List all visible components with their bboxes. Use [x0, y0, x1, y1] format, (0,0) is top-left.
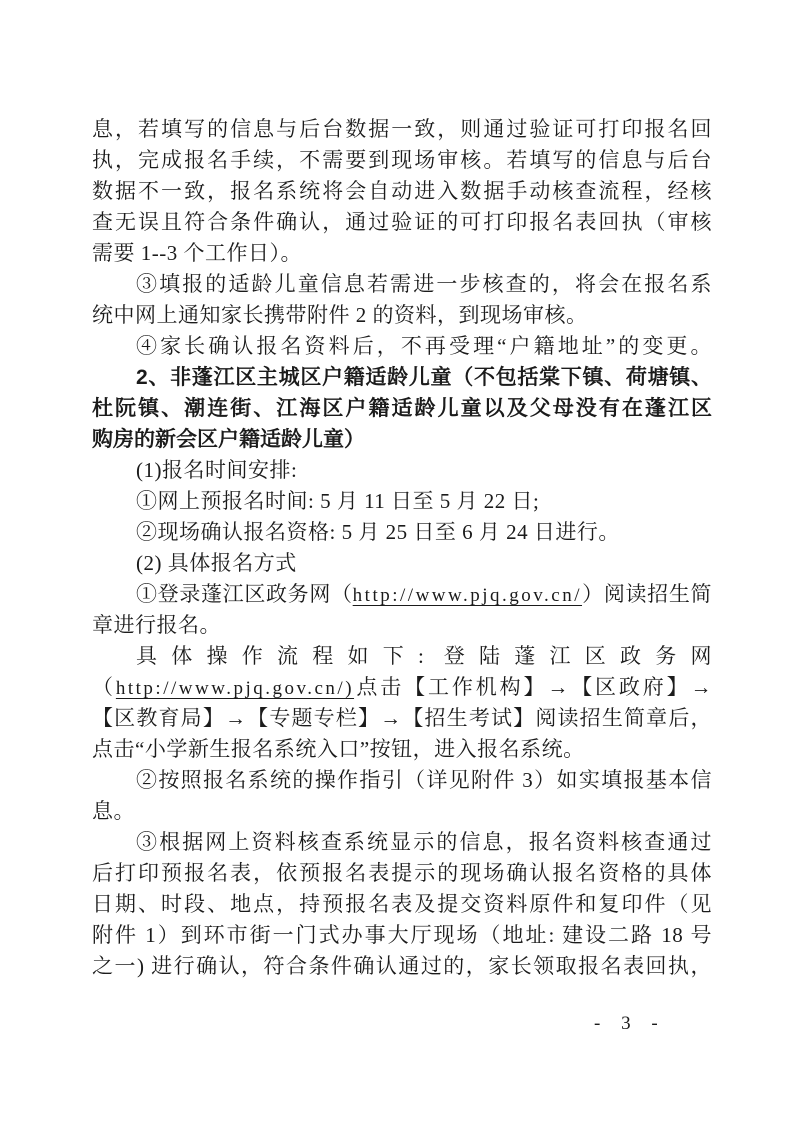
text-run: ③根据网上资料核查系统显示的信息，报名资料核查通过 [136, 830, 712, 854]
paragraph-line [92, 145, 712, 176]
paragraph-line [92, 796, 712, 827]
paragraph-line [92, 393, 712, 424]
text-run: ③填报的适龄儿童信息若需进一步核查的，将会在报名系 [136, 272, 712, 296]
text-run: 点击“小学新生报名系统入口”按钮，进入报名系统。 [92, 737, 585, 761]
paragraph-line [92, 114, 712, 145]
paragraph-line [92, 424, 712, 455]
text-run: ）阅读招生简 [582, 582, 712, 606]
page-number: - 3 - [594, 1013, 666, 1034]
text-run: 点击【工作机构】→【区政府】→ [354, 675, 712, 699]
paragraph-line [92, 579, 712, 610]
paragraph-line [92, 548, 712, 579]
text-run: 章进行报名。 [92, 613, 221, 637]
paragraph-line [92, 610, 712, 641]
text-run: （ [92, 675, 116, 699]
paragraph-line [92, 703, 712, 734]
paragraph-line [92, 517, 712, 548]
text-run: 【区教育局】→【专题专栏】→【招生考试】阅读招生简章后， [92, 706, 712, 730]
paragraph-line [92, 858, 712, 889]
text-run: 购房的新会区户籍适龄儿童） [92, 428, 365, 451]
paragraph-line [92, 920, 712, 951]
text-run: 附件 1）到环市街一门式办事大厅现场（地址: 建设二路 18 号 [92, 923, 712, 947]
text-run: 查无误且符合条件确认，通过验证的可打印报名表回执（审核 [92, 210, 712, 234]
text-run: 息，若填写的信息与后台数据一致，则通过验证可打印报名回 [92, 117, 712, 141]
text-run: ①登录蓬江区政务网（ [136, 582, 353, 606]
paragraph-line [92, 207, 712, 238]
paragraph-line [92, 889, 712, 920]
text-run: 后打印预报名表，依预报名表提示的现场确认报名资格的具体 [92, 861, 712, 885]
paragraph-line [92, 827, 712, 858]
hyperlink-url[interactable]: http://www.pjq.gov.cn/) [115, 678, 355, 699]
paragraph-line [92, 331, 712, 362]
paragraph-line [92, 176, 712, 207]
text-run: ②现场确认报名资格: 5 月 25 日至 6 月 24 日进行。 [136, 520, 620, 544]
paragraph-line [92, 951, 712, 982]
text-run: 执，完成报名手续，不需要到现场审核。若填写的信息与后台 [92, 148, 712, 172]
text-run: 数据不一致，报名系统将会自动进入数据手动核查流程，经核 [92, 179, 712, 203]
text-run: 之一) 进行确认，符合条件确认通过的，家长领取报名表回执， [92, 954, 712, 978]
text-run: 杜阮镇、潮连街、江海区户籍适龄儿童以及父母没有在蓬江区 [92, 397, 712, 420]
text-run: 统中网上通知家长携带附件 2 的资料，到现场审核。 [92, 303, 588, 327]
paragraph-line [92, 300, 712, 331]
paragraph-line [92, 486, 712, 517]
text-run: (1)报名时间安排: [136, 458, 298, 482]
paragraph-line [92, 765, 712, 796]
text-run: 2、非蓬江区主城区户籍适龄儿童（不包括棠下镇、荷塘镇、 [136, 366, 712, 389]
text-run: 息。 [92, 799, 135, 823]
text-run: ④家长确认报名资料后，不再受理“户籍地址”的变更。 [136, 334, 712, 358]
paragraph-line [92, 455, 712, 486]
text-run: ①网上预报名时间: 5 月 11 日至 5 月 22 日; [136, 489, 540, 513]
paragraph-line [92, 269, 712, 300]
document-content [92, 114, 712, 982]
paragraph-line [92, 362, 712, 393]
paragraph-line [92, 641, 712, 672]
hyperlink-url[interactable]: http://www.pjq.gov.cn/ [352, 585, 583, 606]
text-run: (2) 具体报名方式 [136, 551, 297, 575]
paragraph-line [92, 238, 712, 269]
text-run: 需要 1--3 个工作日）。 [92, 241, 302, 265]
text-run: ②按照报名系统的操作指引（详见附件 3）如实填报基本信 [136, 768, 712, 792]
paragraph-line [92, 672, 712, 703]
text-run: 日期、时段、地点，持预报名表及提交资料原件和复印件（见 [92, 892, 712, 916]
paragraph-line [92, 734, 712, 765]
text-run: 具体操作流程如下: 登陆蓬江区政务网 [136, 644, 712, 668]
